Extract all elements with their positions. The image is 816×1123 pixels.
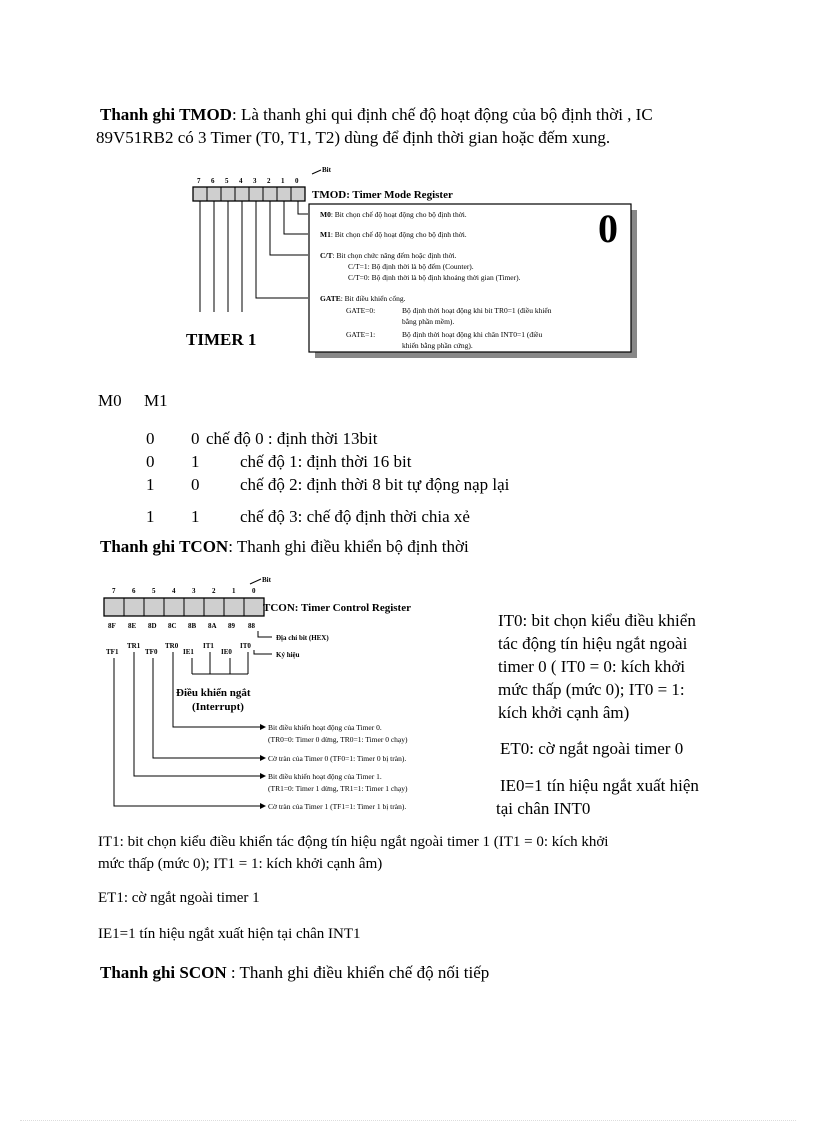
tmod-gate0-line2: bằng phần mềm). <box>402 317 455 326</box>
tcon-bit-number: 3 <box>192 587 196 595</box>
tcon-symbol: IT0 <box>240 642 251 650</box>
tmod-bit-numbers <box>197 177 299 185</box>
mode-header-m0: M0 <box>98 391 122 410</box>
tmod-desc-line1: : Là thanh ghi qui định chế độ hoạt động của bộ định thời , IC <box>231 105 653 124</box>
tcon-hex: 8F <box>108 622 116 630</box>
ie0-line: tại chân INT0 <box>496 799 591 818</box>
tcon-hex: 8C <box>168 622 177 630</box>
it0-line: IT0: bit chọn kiểu điều khiển <box>498 611 696 630</box>
mode-row-desc: chế độ 3: chế độ định thời chia xẻ <box>240 507 470 526</box>
tmod-gate1-key: GATE=1: <box>346 330 376 339</box>
tcon-interrupt-line1: Điều khiển ngắt <box>176 687 251 699</box>
ie0-line: IE0=1 tín hiệu ngắt xuất hiện <box>500 776 699 795</box>
tcon-leader-lines <box>114 652 260 806</box>
tcon-bit-numbers <box>112 587 256 595</box>
mode-row-desc: chế độ 0 : định thời 13bit <box>206 429 378 448</box>
tcon-symbol-label: Ký hiệu <box>276 651 300 659</box>
tmod-entry-ct: C/T: Bit chọn chức năng đếm hoặc định thời. <box>320 251 457 260</box>
tmod-gate1-line1: Bộ định thời hoạt động khi chân INT0=1 (điều <box>402 330 543 339</box>
tmod-entry-gate: GATE: Bit điều khiển cổng. <box>320 294 406 303</box>
mode-header-m1: M1 <box>144 391 168 410</box>
tcon-register-figure <box>100 570 490 820</box>
tmod-big-digit: 0 <box>598 206 618 251</box>
tcon-bit-number: 2 <box>212 587 216 595</box>
tcon-bit-label: Bit <box>262 576 271 584</box>
tmod-entry-m0: M0: Bit chọn chế độ hoạt động cho bộ định thời. <box>320 210 467 219</box>
it0-line: timer 0 ( IT0 = 0: kích khởi <box>498 657 686 676</box>
tcon-register-title: TCON: Timer Control Register <box>263 602 411 614</box>
tcon-symbol: TR1 <box>127 642 141 650</box>
tmod-bit-number: 1 <box>281 177 285 185</box>
tcon-symbol: TR0 <box>165 642 179 650</box>
tcon-hex-label: Địa chỉ bit (HEX) <box>276 634 329 642</box>
tcon-bit-number: 4 <box>172 587 176 595</box>
tmod-entry-m1: M1: Bit chọn chế độ hoạt động cho bộ định thời. <box>320 230 467 239</box>
tmod-register-cells <box>193 187 305 201</box>
ie1-note: IE1=1 tín hiệu ngắt xuất hiện tại chân INT1 <box>98 926 361 942</box>
tmod-bit-number: 7 <box>197 177 201 185</box>
tmod-gate1-line2: khiển bằng phần cứng). <box>402 341 473 350</box>
mode-row-m0: 0 <box>146 452 155 471</box>
tcon-bit-number: 5 <box>152 587 156 595</box>
tcon-desc-tf0: Cờ tràn của Timer 0 (TF0=1: Timer 0 bị tràn). <box>268 754 407 763</box>
tcon-desc-tr1: Bit điều khiển hoạt động của Timer 1. <box>268 772 382 781</box>
tcon-hex: 8B <box>188 622 197 630</box>
page-bottom-rule <box>20 1120 796 1121</box>
it0-line: kích khởi cạnh âm) <box>498 703 630 722</box>
tcon-hex-addresses <box>108 622 256 630</box>
tcon-hex: 8E <box>128 622 137 630</box>
tcon-desc: : Thanh ghi điều khiển bộ định thời <box>228 537 469 556</box>
it0-line: mức thấp (mức 0); IT0 = 1: <box>498 680 685 699</box>
tcon-bit-number: 1 <box>232 587 236 595</box>
tcon-symbol: IE0 <box>221 648 232 656</box>
mode-row-desc: chế độ 2: định thời 8 bit tự động nạp lại <box>240 475 510 494</box>
et1-note: ET1: cờ ngắt ngoài timer 1 <box>98 890 260 906</box>
tcon-heading: Thanh ghi TCON <box>100 537 229 556</box>
tmod-paragraph-line1 <box>100 104 653 126</box>
mode-row-m0: 1 <box>146 507 155 526</box>
tcon-desc-tf1: Cờ tràn của Timer 1 (TF1=1: Timer 1 bị tràn). <box>268 802 407 811</box>
mode-row-m1: 0 <box>191 475 200 494</box>
mode-row-m0: 1 <box>146 475 155 494</box>
tcon-symbols <box>106 642 251 656</box>
tcon-hex: 89 <box>228 622 235 630</box>
tmod-register-figure <box>180 162 640 367</box>
tmod-bit-number: 6 <box>211 177 215 185</box>
it1-line1: IT1: bit chọn kiểu điều khiển tác động tín hiệu ngắt ngoài timer 1 (IT1 = 0: kích khởi <box>98 834 609 850</box>
tmod-heading: Thanh ghi TMOD <box>100 105 232 124</box>
tcon-register-cells <box>104 598 264 616</box>
tmod-bit-number: 3 <box>253 177 257 185</box>
tmod-bit-number: 2 <box>267 177 271 185</box>
tcon-symbol: IT1 <box>203 642 214 650</box>
scon-desc: : Thanh ghi điều khiển chế độ nối tiếp <box>226 963 490 982</box>
tcon-bit-number: 0 <box>252 587 256 595</box>
mode-row-m1: 1 <box>191 452 200 471</box>
tmod-bit-number: 4 <box>239 177 243 185</box>
tcon-bit-number: 6 <box>132 587 136 595</box>
tcon-bit-descriptions <box>268 723 408 811</box>
scon-paragraph <box>100 962 489 984</box>
tmod-gate0-line1: Bộ định thời hoạt động khi bit TR0=1 (điều khiển <box>402 306 552 315</box>
mode-row-m0: 0 <box>146 429 155 448</box>
mode-row-m1: 0 <box>191 429 200 448</box>
timer1-label: TIMER 1 <box>186 330 257 349</box>
tmod-bit-number: 0 <box>295 177 299 185</box>
it1-line2: mức thấp (mức 0); IT1 = 1: kích khởi cạnh âm) <box>98 856 383 872</box>
it0-line: tác động tín hiệu ngắt ngoài <box>498 634 688 653</box>
tcon-symbol: IE1 <box>183 648 194 656</box>
tcon-paragraph <box>100 536 469 558</box>
tmod-bit-number: 5 <box>225 177 229 185</box>
tcon-bit-number: 7 <box>112 587 116 595</box>
tcon-hex: 8A <box>208 622 217 630</box>
et0-note: ET0: cờ ngắt ngoài timer 0 <box>500 739 684 758</box>
tcon-desc-tr0-detail: (TR0=0: Timer 0 dừng, TR0=1: Timer 0 chạy) <box>268 735 408 744</box>
tmod-ct-sub2: C/T=0: Bộ định thời là bộ định khoảng thời gian (Timer). <box>348 273 521 282</box>
tcon-desc-tr0: Bit điều khiển hoạt động của Timer 0. <box>268 723 382 732</box>
tcon-hex: 88 <box>248 622 255 630</box>
tmod-desc-line2: 89V51RB2 có 3 Timer (T0, T1, T2) dùng để định thời gian hoặc đếm xung. <box>96 128 611 147</box>
mode-row-m1: 1 <box>191 507 200 526</box>
tcon-symbol: TF1 <box>106 648 119 656</box>
tmod-ct-sub1: C/T=1: Bộ định thời là bộ đếm (Counter). <box>348 262 474 271</box>
tmod-register-title: TMOD: Timer Mode Register <box>312 189 453 201</box>
tcon-hex: 8D <box>148 622 157 630</box>
tcon-interrupt-line2: (Interrupt) <box>192 701 244 713</box>
tcon-symbol: TF0 <box>145 648 158 656</box>
mode-row-desc: chế độ 1: định thời 16 bit <box>240 452 412 471</box>
tmod-gate0-key: GATE=0: <box>346 306 376 315</box>
scon-heading: Thanh ghi SCON <box>100 963 227 982</box>
tmod-bit-label: Bit <box>322 166 331 174</box>
tcon-desc-tr1-detail: (TR1=0: Timer 1 dừng, TR1=1: Timer 1 chạy) <box>268 784 408 793</box>
